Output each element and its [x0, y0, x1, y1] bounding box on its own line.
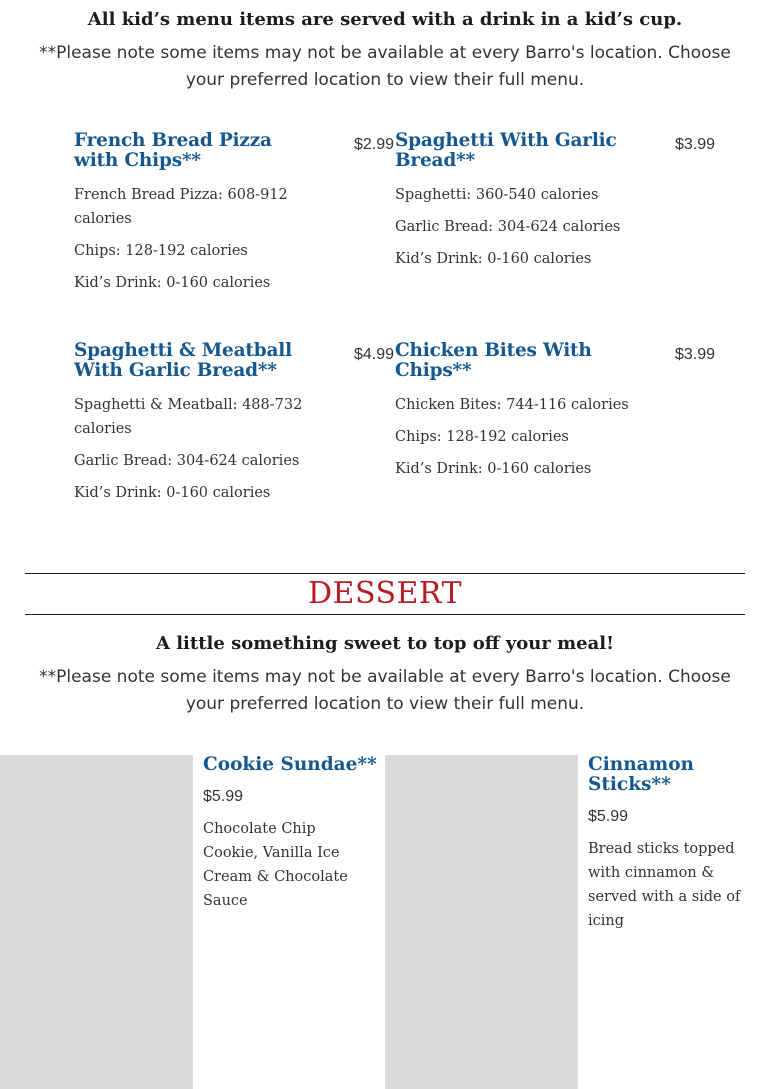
dessert-item-cinnamon-sticks — [588, 755, 768, 933]
item-price: $2.99 — [353, 136, 394, 153]
dessert-item-cookie-sundae — [203, 755, 383, 913]
section-divider — [25, 614, 745, 615]
item-name: Cinnamon Sticks** — [588, 754, 695, 795]
calorie-line: Kid’s Drink: 0-160 calories — [74, 275, 271, 291]
section-title-dessert: DESSERT — [308, 576, 462, 611]
calorie-line: Chips: 128-192 calories — [395, 429, 569, 445]
availability-notice: **Please note some items may not be available at every Barro's location. Choose your preferred location to view their full menu. — [39, 667, 731, 714]
calorie-line: Garlic Bread: 304-624 calories — [395, 219, 621, 235]
item-name: French Bread Pizza with Chips** — [74, 130, 272, 171]
calorie-line: Spaghetti: 360-540 calories — [395, 187, 599, 203]
item-price: $5.99 — [203, 788, 244, 805]
dessert-headline: A little something sweet to top off your meal! — [155, 633, 615, 654]
calorie-line: Kid’s Drink: 0-160 calories — [395, 461, 592, 477]
item-description: Chocolate Chip Cookie, Vanilla Ice Cream & Chocolate Sauce — [203, 821, 348, 909]
calorie-line: Garlic Bread: 304-624 calories — [74, 453, 300, 469]
item-price: $3.99 — [674, 346, 715, 363]
availability-notice: **Please note some items may not be available at every Barro's location. Choose your preferred location to view their full menu. — [39, 43, 731, 90]
item-name: Cookie Sundae** — [203, 754, 377, 775]
kids-menu-headline: All kid’s menu items are served with a drink in a kid’s cup. — [87, 9, 683, 30]
item-name: Spaghetti & Meatball With Garlic Bread** — [74, 340, 292, 381]
cookie-sundae-image — [0, 755, 193, 1089]
calorie-line: French Bread Pizza: 608-912 calories — [74, 187, 288, 227]
item-price: $5.99 — [588, 808, 629, 825]
item-price: $4.99 — [353, 346, 394, 363]
calorie-list — [395, 393, 635, 489]
item-price: $3.99 — [674, 136, 715, 153]
item-name: Spaghetti With Garlic Bread** — [395, 130, 617, 171]
calorie-line: Chips: 128-192 calories — [74, 243, 248, 259]
item-name: Chicken Bites With Chips** — [395, 340, 592, 381]
calorie-line: Chicken Bites: 744-116 calories — [395, 397, 629, 413]
calorie-list — [74, 393, 314, 513]
item-description: Bread sticks topped with cinnamon & served with a side of icing — [588, 841, 741, 929]
calorie-line: Kid’s Drink: 0-160 calories — [74, 485, 271, 501]
calorie-line: Spaghetti & Meatball: 488-732 calories — [74, 397, 303, 437]
calorie-line: Kid’s Drink: 0-160 calories — [395, 251, 592, 267]
cinnamon-sticks-image — [385, 755, 578, 1089]
calorie-list — [395, 183, 635, 279]
calorie-list — [74, 183, 314, 303]
